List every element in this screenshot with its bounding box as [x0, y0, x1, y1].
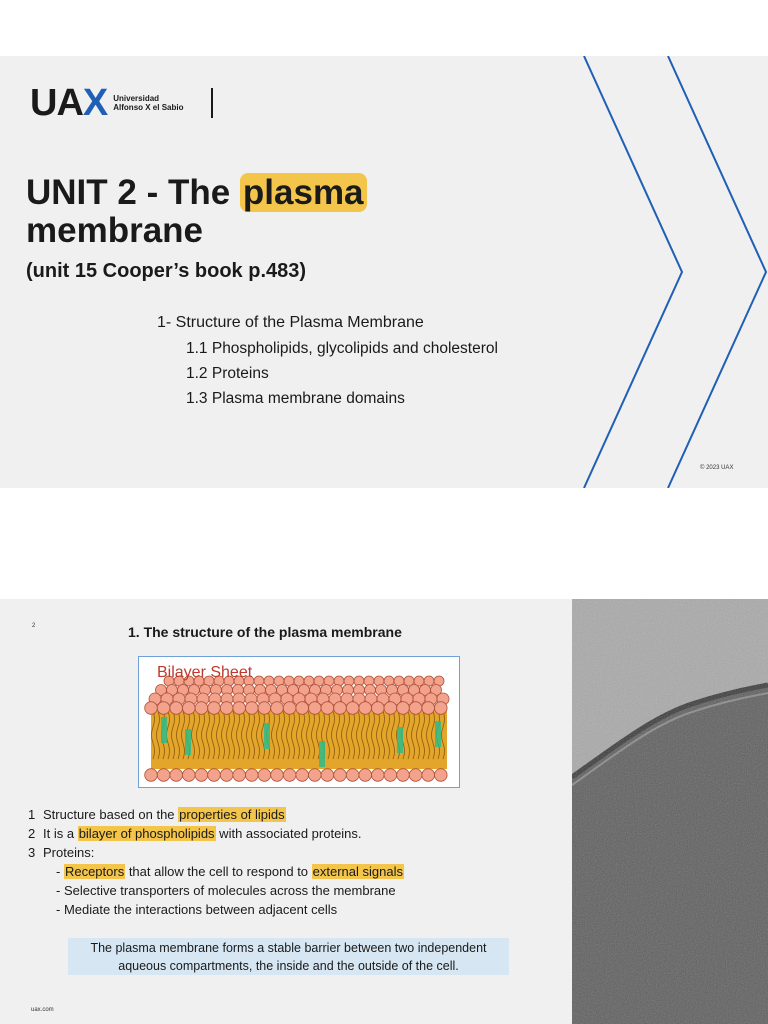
figure-title: Bilayer Sheet — [157, 664, 253, 681]
bilayer-figure — [138, 656, 460, 788]
summary-callout: The plasma membrane forms a stable barrier between two independent aqueous compartments, the inside and the outside of the cell. — [68, 938, 509, 975]
title-slide — [0, 56, 768, 488]
logo-divider — [211, 88, 213, 118]
highlighted-term: bilayer of phospholipids — [78, 826, 215, 841]
uax-logo — [30, 84, 183, 122]
logo-university-name: Universidad Alfonso X el Sabio — [113, 94, 184, 112]
highlighted-term: Receptors — [64, 864, 125, 879]
page-number: 2 — [32, 623, 36, 629]
toc-item: 1.1 Phospholipids, glycolipids and cholesterol — [186, 340, 498, 357]
electron-micrograph-image — [572, 599, 768, 1024]
list-item: 3 Proteins: — [28, 845, 95, 860]
slide-title: 1. The structure of the plasma membrane — [128, 624, 402, 640]
micrograph-icon — [572, 599, 768, 1024]
content-slide — [0, 599, 768, 1024]
content-list — [28, 805, 404, 919]
toc-item: 1.2 Proteins — [186, 365, 269, 382]
highlighted-term: external signals — [312, 864, 403, 879]
copyright-notice: © 2023 UAX — [700, 465, 734, 471]
logo-mark: UAX — [30, 82, 108, 124]
sub-list-item: - Selective transporters of molecules across the membrane — [56, 883, 396, 898]
sub-list-item: - Mediate the interactions between adjacent cells — [56, 902, 338, 917]
footer-url: uax.com — [31, 1007, 54, 1013]
toc-item: 1.3 Plasma membrane domains — [186, 390, 405, 407]
slide-subtitle: (unit 15 Cooper’s book p.483) — [26, 260, 307, 282]
highlighted-term: properties of lipids — [179, 807, 285, 822]
list-item: 2 It is a bilayer of phospholipids with associated proteins. — [28, 826, 362, 841]
sub-list-item: - Receptors that allow the cell to respond to external signals — [56, 864, 403, 879]
slide-title: UNIT 2 - The plasma membrane — [26, 174, 367, 250]
title-highlight: plasma — [240, 173, 367, 212]
list-item: 1 Structure based on the properties of lipids — [28, 807, 285, 822]
toc-main-heading: 1- Structure of the Plasma Membrane — [157, 314, 424, 331]
